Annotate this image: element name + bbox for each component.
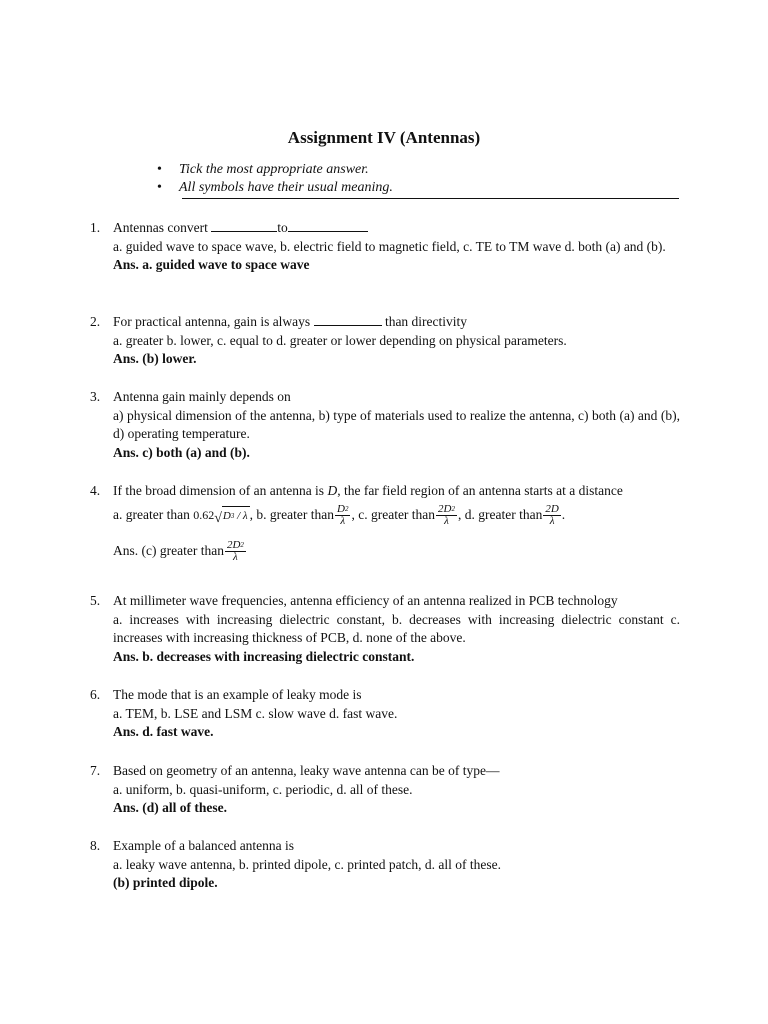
sqrt-expression: √ $D^3$ / λ bbox=[214, 506, 249, 526]
question-text: Based on geometry of an antenna, leaky wave antenna can be of type— bbox=[113, 763, 500, 778]
bullet-icon: • bbox=[157, 162, 162, 177]
answer-blank bbox=[211, 219, 277, 232]
instruction-item: • All symbols have their usual meaning. bbox=[157, 180, 393, 195]
answer-blank bbox=[288, 219, 368, 232]
question-number: 6. bbox=[90, 687, 101, 702]
question-options: a. increases with increasing dielectric constant, b. decreases with increasing dielectric constant c. increases with increasing thickness of PCB, d. none of the above. bbox=[113, 611, 680, 646]
question-options: a. greater than 0.62 √ $D^3$ / λ , b. greater than $\frac{D^2}{\lambda}$ , c. greater than $\frac{2D^2}{\lambda}$ , d. greater than $\frac{2D}{\lambda}$ . bbox=[113, 503, 566, 528]
question-text: At millimeter wave frequencies, antenna efficiency of an antenna realized in PCB technology bbox=[113, 593, 618, 608]
question-options: a. leaky wave antenna, b. printed dipole, c. printed patch, d. all of these. bbox=[113, 856, 501, 872]
question-answer: Ans. a. guided wave to space wave bbox=[113, 257, 310, 273]
question-3 bbox=[90, 388, 680, 463]
question-options: a. greater b. lower, c. equal to d. greater or lower depending on physical parameters. bbox=[113, 332, 567, 348]
question-answer: Ans. (c) greater than $\frac{2D^2}{\lambda}$ bbox=[113, 539, 244, 564]
question-4 bbox=[90, 482, 680, 567]
question-number: 4. bbox=[90, 483, 101, 498]
instructions-list bbox=[157, 162, 679, 198]
fraction: $\frac{2D}{\lambda}$ bbox=[545, 503, 559, 528]
question-text: The mode that is an example of leaky mode is bbox=[113, 687, 362, 702]
question-text: Example of a balanced antenna is bbox=[113, 838, 295, 853]
question-8 bbox=[90, 837, 680, 893]
question-6 bbox=[90, 686, 680, 742]
bullet-icon: • bbox=[157, 180, 162, 195]
question-answer: Ans. c) both (a) and (b). bbox=[113, 445, 250, 461]
question-options: a. uniform, b. quasi-uniform, c. periodic, d. all of these. bbox=[113, 781, 413, 797]
fraction: $\frac{D^2}{\lambda}$ bbox=[337, 503, 349, 528]
question-answer: Ans. (d) all of these. bbox=[113, 800, 227, 816]
question-number: 3. bbox=[90, 389, 101, 404]
question-options: a. guided wave to space wave, b. electric field to magnetic field, c. TE to TM wave d. both (a) and (b). bbox=[113, 238, 666, 254]
question-7 bbox=[90, 762, 680, 818]
question-options: a) physical dimension of the antenna, b) type of materials used to realize the antenna, c) both (a) and (b), d) operating temperature. bbox=[113, 407, 680, 442]
question-options: a. TEM, b. LSE and LSM c. slow wave d. fast wave. bbox=[113, 705, 398, 721]
fraction: $\frac{2D^2}{\lambda}$ bbox=[438, 503, 455, 528]
question-text: For practical antenna, gain is always than directivity bbox=[113, 314, 468, 329]
answer-blank bbox=[314, 313, 382, 326]
fraction: $\frac{2D^2}{\lambda}$ bbox=[226, 539, 244, 564]
question-number: 1. bbox=[90, 220, 101, 235]
divider bbox=[182, 198, 679, 199]
instruction-item: • Tick the most appropriate answer. bbox=[157, 162, 369, 177]
page-title: Assignment IV (Antennas) bbox=[287, 128, 481, 147]
question-2 bbox=[90, 313, 680, 369]
question-number: 7. bbox=[90, 763, 101, 778]
question-number: 8. bbox=[90, 838, 101, 853]
question-answer: (b) printed dipole. bbox=[113, 875, 218, 891]
question-number: 2. bbox=[90, 314, 101, 329]
question-1 bbox=[90, 219, 680, 275]
question-text: Antennas convert to bbox=[113, 219, 680, 238]
question-number: 5. bbox=[90, 593, 101, 608]
question-answer: Ans. d. fast wave. bbox=[113, 724, 214, 740]
question-text: If the broad dimension of an antenna is D, the far field region of an antenna starts at a distance bbox=[113, 483, 623, 498]
question-text: Antenna gain mainly depends on bbox=[113, 389, 291, 404]
question-answer: Ans. b. decreases with increasing dielectric constant. bbox=[113, 649, 415, 665]
question-answer: Ans. (b) lower. bbox=[113, 351, 197, 367]
question-5 bbox=[90, 592, 680, 667]
